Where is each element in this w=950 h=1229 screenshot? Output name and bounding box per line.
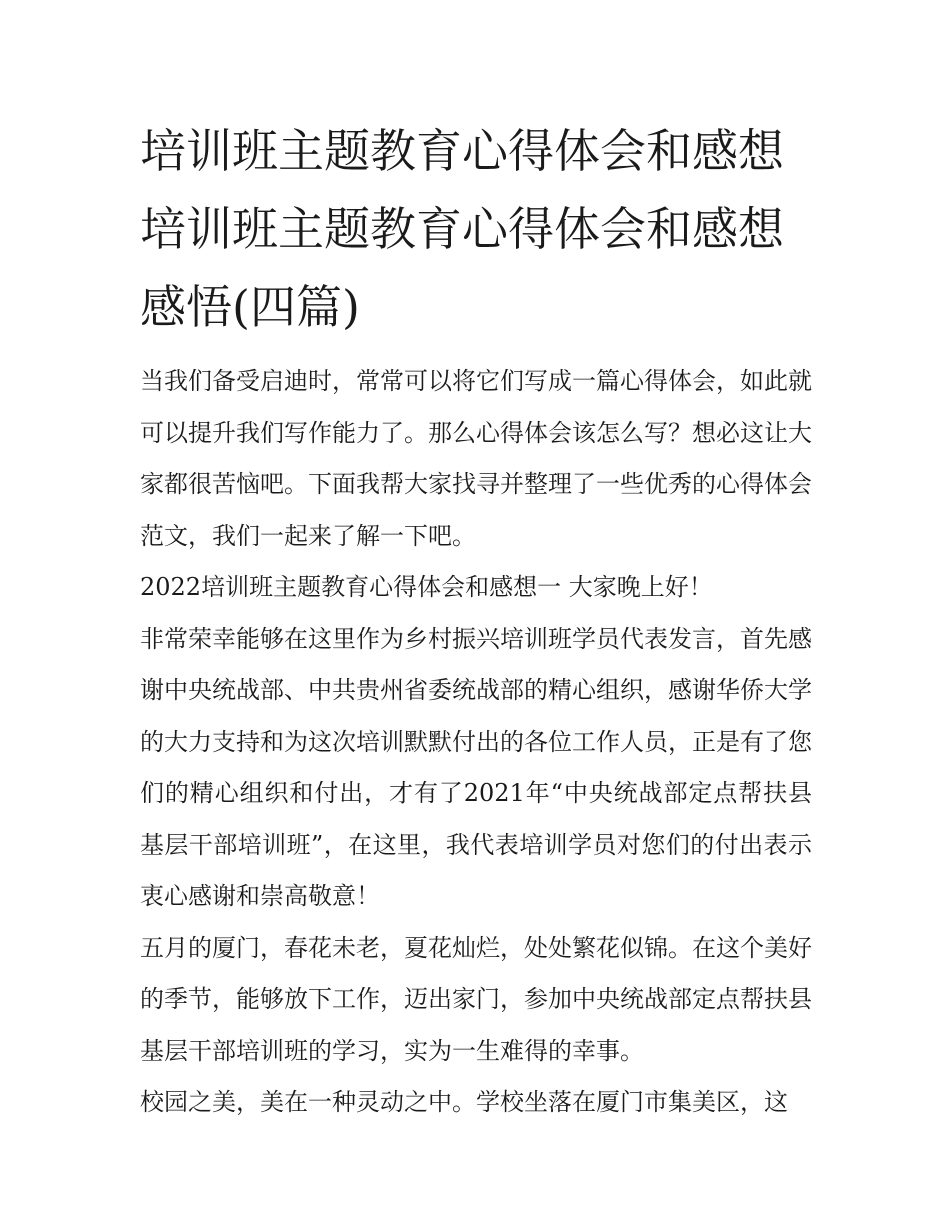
body-paragraph: 非常荣幸能够在这里作为乡村振兴培训班学员代表发言，首先感谢中央统战部、中共贵州省委统战部的精心组织，感谢华侨大学的大力支持和为这次培训默默付出的各位工作人员，正是有了您们的精心组织和付出，才有了2021年“中央统战部定点帮扶县基层干部培训班”，在这里，我代表培训学员对您们的付出表示衷心感谢和崇高敬意！ xyxy=(140,624,812,910)
intro-paragraph: 当我们备受启迪时，常常可以将它们写成一篇心得体会，如此就可以提升我们写作能力了。那么心得体会该怎么写？想必这让大家都很苦恼吧。下面我帮大家找寻并整理了一些优秀的心得体会范文，我们一起来了解一下吧。 xyxy=(140,367,812,550)
document-title: 培训班主题教育心得体会和感想 培训班主题教育心得体会和感想感悟(四篇) xyxy=(140,124,784,334)
body-paragraph: 五月的厦门，春花未老，夏花灿烂，处处繁花似锦。在这个美好的季节，能够放下工作，迈出家门，参加中央统战部定点帮扶县基层干部培训班的学习，实为一生难得的幸事。 xyxy=(140,933,812,1065)
section-heading-paragraph: 2022培训班主题教育心得体会和感想一 大家晚上好！ xyxy=(140,573,713,601)
body-paragraph: 校园之美，美在一种灵动之中。学校坐落在厦门市集美区，这 xyxy=(140,1088,788,1116)
document-page xyxy=(140,112,812,1129)
